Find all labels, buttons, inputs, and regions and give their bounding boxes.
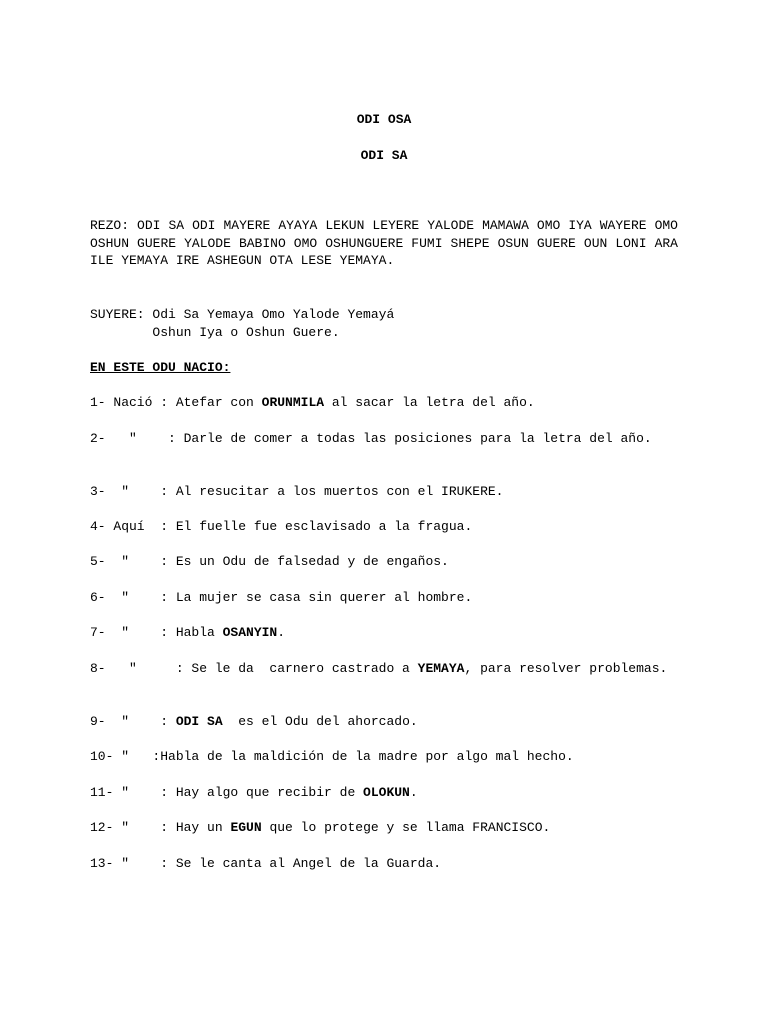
list-item-5 (90, 553, 678, 571)
rezo-paragraph: REZO: ODI SA ODI MAYERE AYAYA LEKUN LEYERE YALODE MAMAWA OMO IYA WAYERE OMO OSHUN GUERE YALODE BABINO OMO OSHUNGUERE FUMI SHEPE OSUN GUERE OUN LONI ARA ILE YEMAYA IRE ASHEGUN OTA LESE YEMAYA. (90, 218, 678, 268)
item-bold-text: YEMAYA (417, 661, 465, 676)
list-item-3 (90, 483, 678, 501)
list-item-2 (90, 430, 678, 448)
suyere-line-2: Oshun Iya o Oshun Guere. (90, 325, 340, 340)
list-item-12 (90, 819, 678, 837)
item-bold-text: EGUN (230, 820, 262, 835)
list-item-6 (90, 589, 678, 607)
list-item-11 (90, 784, 678, 802)
item-bold-text: ODI SA (175, 714, 223, 729)
item-bold-text: ORUNMILA (261, 395, 325, 410)
list-item-7 (90, 624, 678, 642)
item-bold-text: OLOKUN (363, 785, 410, 800)
list-item-9 (90, 713, 678, 731)
item-text: es el Odu del ahorcado. (222, 714, 418, 729)
item-text: , para resolver problemas. (464, 661, 668, 676)
item-text: 13- " : Se le canta al Angel de la Guarda. (90, 856, 442, 871)
item-text: 2- " : Darle de comer a todas las posiciones para la letra del año. (90, 431, 652, 446)
item-text: al sacar la letra del año. (324, 395, 535, 410)
item-text: 1- Nació : Atefar con (90, 395, 262, 410)
list-item-8 (90, 660, 678, 678)
list-item-13 (90, 855, 678, 873)
list-item-1 (90, 394, 678, 412)
list-item-10 (90, 748, 678, 766)
item-text: 4- Aquí : El fuelle fue esclavisado a la fragua. (90, 519, 473, 534)
item-text: 10- " :Habla de la maldición de la madre por algo mal hecho. (90, 749, 574, 764)
item-text: 9- " : (90, 714, 176, 729)
item-text: . (277, 625, 286, 640)
item-text: 7- " : Habla (90, 625, 223, 640)
item-text: que lo protege y se llama FRANCISCO. (261, 820, 551, 835)
item-bold-text: OSANYIN (222, 625, 278, 640)
document-title: ODI OSA (356, 112, 412, 127)
document-subtitle: ODI SA (360, 148, 408, 163)
suyere-line-1: SUYERE: Odi Sa Yemaya Omo Yalode Yemayá (90, 307, 395, 322)
list-item-4 (90, 518, 678, 536)
item-text: . (409, 785, 418, 800)
item-text: 8- " : Se le da carnero castrado a (90, 661, 418, 676)
item-text: 5- " : Es un Odu de falsedad y de engaños. (90, 554, 449, 569)
section-heading: EN ESTE ODU NACIO: (90, 360, 231, 375)
item-text: 11- " : Hay algo que recibir de (90, 785, 364, 800)
item-text: 3- " : Al resucitar a los muertos con el IRUKERE. (90, 484, 504, 499)
item-text: 12- " : Hay un (90, 820, 231, 835)
item-text: 6- " : La mujer se casa sin querer al hombre. (90, 590, 473, 605)
